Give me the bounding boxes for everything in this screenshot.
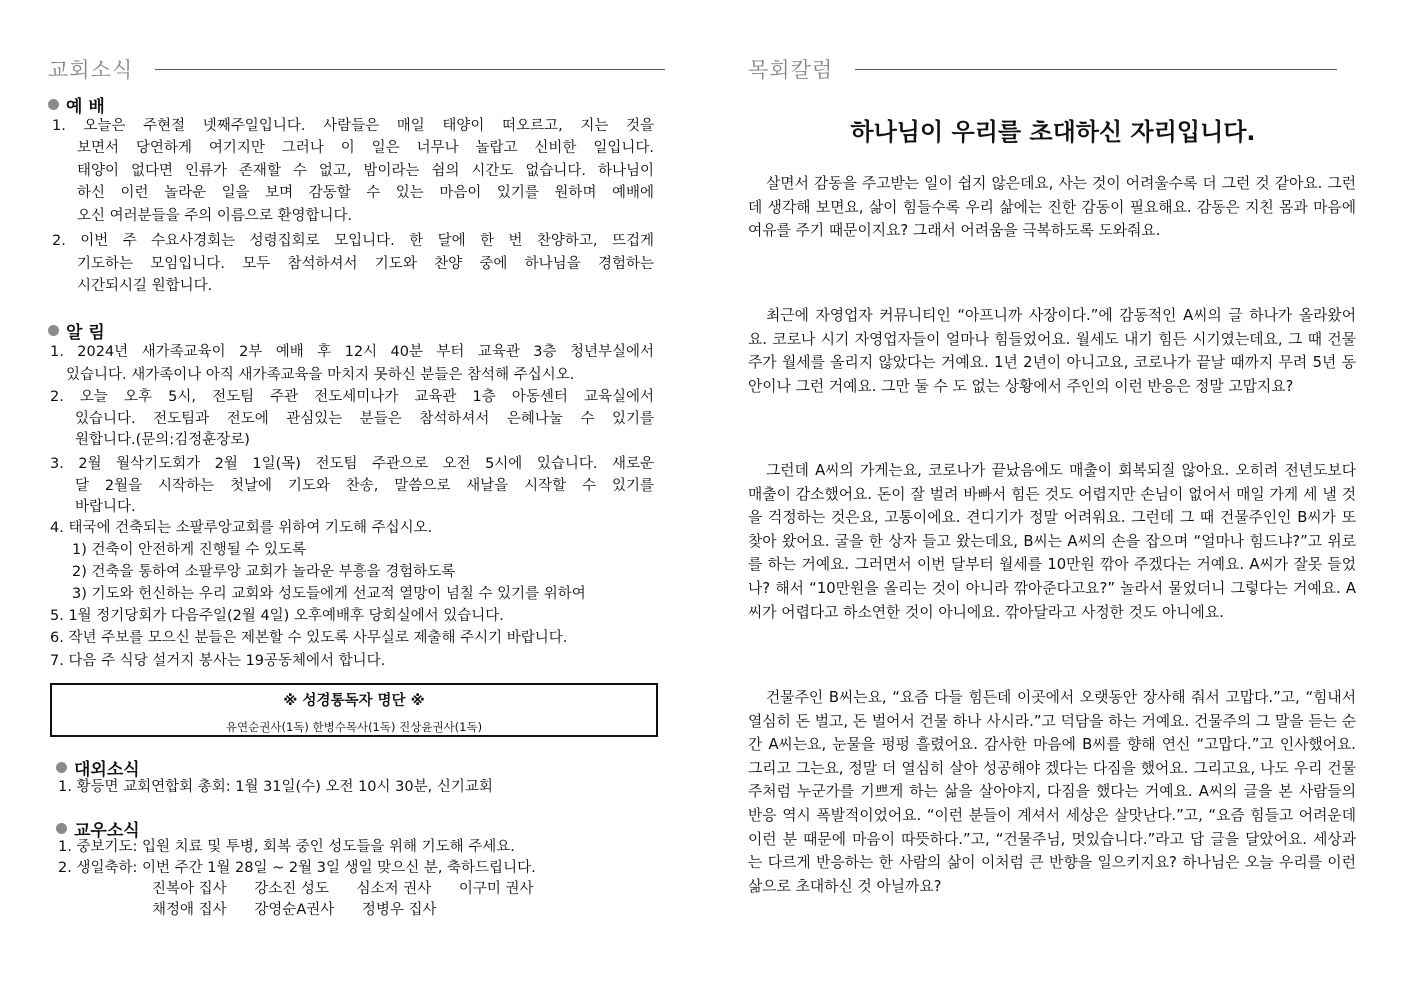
bullet-icon <box>48 325 59 336</box>
bible-box-title: ※ 성경통독자 명단 ※ <box>283 693 425 709</box>
bible-box-names: 유연순권사(1독) 한병수목사(1독) 진상윤권사(1독) <box>225 720 483 734</box>
column-title: 하나님이 우리를 초대하신 자리입니다. <box>850 118 1256 146</box>
notice-line: 3) 기도와 헌신하는 우리 교회와 성도들에게 선교적 열망이 넘칠 수 있기를 위하여 <box>72 586 586 602</box>
column-paragraph: 건물주인 B씨는요, “요즘 다들 힘든데 이곳에서 오랫동안 장사해 줘서 고맙다.”고, “힘내서 열심히 돈 벌고, 돈 벌어서 건물 하나 사시라.”고 덕담을 하는 거예요. 건물주의 그 말을 듣는 순간 A씨는요, 눈물을 펑펑 흘렸어요. 감사한 마음에 B씨를 향해 연신 “고맙다.”고 인사했어요. 그리고 그는요, 정말 더 열심히 살아 성공해야 겠다는 다짐을 했어요. 그리고요, 나도 우리 건물주처럼 누군가를 기쁘게 하는 삶을 살아야지, 다짐을 했다는 거예요. A씨의 글을 본 사람들의 반응 역시 폭발적이었어요. “이런 분들이 계셔서 세상은 살맛난다.”고, “요즘 힘들고 어려운데 이런 분 때문에 마음이 따뜻하다.”고, “건물주님, 멋있습니다.”라고 답 글을 달았어요. 세상과는 다르게 반응하는 한 사람의 삶이 이처럼 큰 반향을 일으키지요? 하나님은 오늘 우리를 이런 삶으로 초대하신 것 아닐까요? <box>748 689 1356 895</box>
notice-line: 있습니다. 새가족이나 아직 새가족교육을 마치지 못하신 분들은 참석해 주십시오. <box>66 367 575 383</box>
worship-line: 하신 이런 놀라운 일을 보며 감동할 수 있는 마음이 있기를 원하며 예배에 <box>77 185 654 201</box>
notice-line: 바랍니다. <box>75 499 136 515</box>
worship-line: 태양이 없다면 인류가 존재할 수 없고, 밤이라는 쉼의 시간도 없습니다. 하나님이 <box>77 163 654 179</box>
worship-line: 2. 이번 주 수요사경회는 성령집회로 모입니다. 한 달에 한 번 찬양하고, 뜨겁게 <box>52 233 654 249</box>
worship-line: 오신 여러분들을 주의 이름으로 환영합니다. <box>77 208 353 224</box>
bullet-icon <box>56 762 67 773</box>
worship-line: 보면서 당연하게 여기지만 그러나 이 일은 너무나 놀랍고 신비한 일입니다. <box>77 140 654 156</box>
notice-line: 6. 작년 주보를 모으신 분들은 제본할 수 있도록 사무실로 제출해 주시기 바랍니다. <box>50 630 568 646</box>
column-paragraph: 살면서 감동을 주고받는 일이 쉽지 않은데요, 사는 것이 어려울수록 더 그런 것 같아요. 그런데 생각해 보면요, 삶이 힘들수록 우리 삶에는 진한 감동이 필요해요. 감동은 지친 몸과 마음에 여유를 주기 때문이지요? 그래서 어려움을 극복하도록 도와줘요. <box>748 175 1356 240</box>
notice-line: 원합니다.(문의:김정훈장로) <box>75 432 250 448</box>
left-section-header <box>48 54 678 84</box>
bible-reader-box <box>50 683 658 737</box>
notice-line: 3. 2월 월삭기도회가 2월 1일(목) 전도팀 주관으로 오전 5시에 있습니다. 새로운 <box>50 456 654 472</box>
notice-line: 2. 오늘 오후 5시, 전도팀 주관 전도세미나가 교육관 1층 아동센터 교육실에서 <box>50 389 654 405</box>
notice-heading <box>48 318 105 343</box>
members-line: 2. 생일축하: 이번 주간 1월 28일 ~ 2월 3일 생일 맞으신 분, 축하드립니다. <box>58 860 536 876</box>
notice-line: 달 2월을 시작하는 첫날에 기도와 찬송, 말씀으로 새날을 시작할 수 있기를 <box>75 478 654 494</box>
external-line: 1. 황등면 교회연합회 총회: 1월 31일(수) 오전 10시 30분, 신기교회 <box>58 779 493 795</box>
right-section-header <box>748 54 1358 84</box>
left-header-title: 교회소식 <box>48 58 134 82</box>
members-line: 1. 중보기도: 입원 치료 및 투병, 회복 중인 성도들을 위해 기도해 주세요. <box>58 839 515 855</box>
notice-line: 있습니다. 전도팀과 전도에 관심있는 분들은 참석하셔서 은혜나눌 수 있기를 <box>75 411 654 427</box>
left-header-rule <box>155 69 665 70</box>
notice-line: 1. 2024년 새가족교육이 2부 예배 후 12시 40분 부터 교육관 3층 청년부실에서 <box>50 344 654 360</box>
worship-line: 기도하는 모임입니다. 모두 참석하셔서 기도와 찬양 중에 하나님을 경험하는 <box>77 256 654 272</box>
external-heading-label: 대외소식 <box>74 760 140 780</box>
bullet-icon <box>56 823 67 834</box>
notice-line: 5. 1월 정기당회가 다음주일(2월 4일) 오후예배후 당회실에서 있습니다. <box>50 608 504 624</box>
members-birthday-names: 진복아 집사 강소진 성도 심소저 권사 이구미 권사 <box>152 881 534 897</box>
notice-line: 7. 다음 주 식당 설거지 봉사는 19공동체에서 합니다. <box>50 653 386 669</box>
bullet-icon <box>48 99 59 110</box>
right-header-rule <box>855 69 1337 70</box>
notice-line: 4. 태국에 건축되는 소팔루앙교회를 위하여 기도해 주십시오. <box>50 520 433 536</box>
worship-line: 시간되시길 원합니다. <box>77 278 213 294</box>
worship-heading <box>48 92 105 117</box>
column-paragraph: 최근에 자영업자 커뮤니티인 “아프니까 사장이다.”에 감동적인 A씨의 글 하나가 올라왔어요. 코로나 시기 자영업자들이 얼마나 힘들었어요. 월세도 내기 힘든 시기였는데요, 그 때 건물주가 월세를 올리지 않았다는 거예요. 1년 2년이 아니고요, 코로나가 끝날 때까지 무려 5년 동안이나 그런 거예요. 그만 둘 수 도 없는 상황에서 주인의 이런 반응은 정말 고맙지요? <box>748 307 1356 395</box>
worship-line: 1. 오늘은 주현절 넷째주일입니다. 사람들은 매일 태양이 떠오르고, 지는 것을 <box>52 118 654 134</box>
column-paragraph: 그런데 A씨의 가게는요, 코로나가 끝났음에도 매출이 회복되질 않아요. 오히려 전년도보다 매출이 감소했어요. 돈이 잘 벌려 바빠서 힘든 것도 어렵지만 손님이 없어서 매일 가게 세 낼 것을 걱정하는 것은요, 고통이에요. 견디기가 정말 어려워요. 그런데 그 때 건물주인인 B씨가 또 찾아 왔어요. 굴을 한 상자 들고 왔는데요, B씨는 A씨의 손을 잡으며 “얼마나 힘드냐?”고 위로를 하는 거예요. 그러면서 이번 달부터 월세를 10만원 깎아 주겠다는 거예요. A씨가 잘못 들었나? 해서 “10만원을 올리는 것이 아니라 깎아준다고요?” 놀라서 물었더니 그렇다는 거예요. A씨가 어렵다고 하소연한 것이 아니에요. 깎아달라고 사정한 것도 아니에요. <box>748 462 1356 621</box>
worship-heading-label: 예 배 <box>66 97 105 117</box>
members-birthday-names: 채정애 집사 강영순A권사 정병우 집사 <box>152 902 437 918</box>
notice-line: 1) 건축이 안전하게 진행될 수 있도록 <box>72 542 307 558</box>
notice-line: 2) 건축을 통하여 소팔루앙 교회가 놀라운 부흥을 경험하도록 <box>72 564 456 580</box>
notice-heading-label: 알 림 <box>66 323 105 343</box>
members-heading-label: 교우소식 <box>74 821 140 841</box>
right-header-title: 목회칼럼 <box>748 58 834 82</box>
